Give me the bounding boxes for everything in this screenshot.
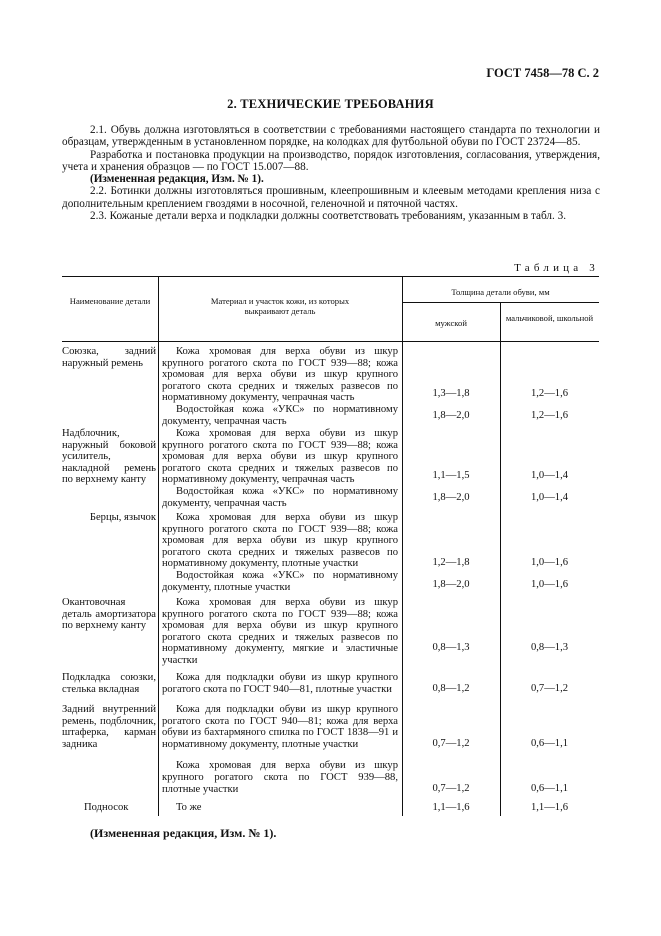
thickness-boys: 0,6—1,1 — [530, 783, 569, 794]
row-material: Кожа хромовая для верха обуви из шкур крупного рогатого скота по ГОСТ 939—88; кожа хромовая для верха обуви из шкур крупного рогатого скота средних и тяжелых развесов по нормативному документу, чепрачная часть Водостойкая кожа «УКС» по нормативному документу, чепрачная часть — [162, 428, 398, 509]
thickness-male: 1,8—2,0 — [432, 492, 470, 503]
paragraph-2-2: 2.2. Ботинки должны изготовляться прошивным, клеепрошивным и клеевым методами крепления низа с дополнительным креплением гвоздями в носочной, геленочной и пяточной частях. — [62, 185, 600, 210]
intro-text — [62, 124, 600, 222]
section-title: 2. ТЕХНИЧЕСКИЕ ТРЕБОВАНИЯ — [227, 97, 434, 111]
thickness-boys: 1,1—1,6 — [530, 802, 569, 813]
thickness-male: 1,2—1,8 — [432, 557, 470, 568]
table-top-rule — [62, 276, 599, 277]
thickness-male: 1,3—1,8 — [432, 388, 470, 399]
row-material: Кожа хромовая для верха обуви из шкур крупного рогатого скота по ГОСТ 939—88; кожа хромовая для верха обуви из шкур крупного рогатого скота средних и тяжелых развесов по нормативному документу, плотные участки Водостойкая кожа «УКС» по нормативному документу, плотные участки — [162, 512, 398, 593]
paragraph-2-1: 2.1. Обувь должна изготовляться в соответствии с требованиями настоящего стандарта по технологии и образцам, утвержденным в установленном порядке, на колодках для футбольной обуви по ГОСТ 23724—85. — [62, 124, 600, 149]
header-thickness: Толщина детали обуви, мм — [451, 287, 550, 297]
row-name: Берцы, язычок — [89, 512, 156, 523]
row-name: Надблочник, наружный боковой усилитель, накладной ремень по верхнему канту — [62, 428, 156, 486]
thickness-boys: 0,7—1,2 — [530, 683, 569, 694]
row-material: Кожа хромовая для верха обуви из шкур крупного рогатого скота по ГОСТ 939—88; кожа хромовая для верха обуви из шкур крупного рогатого скота средних и тяжелых развесов по нормативному документу, мягкие и эластичные участки — [162, 597, 398, 666]
amendment-note: (Измененная редакция, Изм. № 1). — [90, 173, 264, 186]
paragraph-2-3: 2.3. Кожаные детали верха и подкладки должны соответствовать требованиям, указанным в табл. 3. — [90, 210, 566, 223]
thickness-male: 1,8—2,0 — [432, 410, 470, 421]
thickness-male: 0,8—1,2 — [432, 683, 470, 694]
thickness-male: 0,7—1,2 — [432, 783, 470, 794]
col-rule-2 — [402, 276, 403, 816]
header-male: мужской — [435, 318, 467, 328]
paragraph-development: Разработка и постановка продукции на производство, порядок изготовления, согласования, утверждения, учета и хранения образцов — по ГОСТ 15.007—88. — [62, 148, 600, 173]
header-boys: мальчиковой, школьной — [505, 313, 594, 323]
header-name: Наименование детали — [69, 296, 151, 306]
header-bottom-rule — [62, 341, 599, 342]
thickness-boys: 1,2—1,6 — [530, 388, 569, 399]
row-material: Кожа для подкладки обуви из шкур крупного рогатого скота по ГОСТ 940—81; кожа для верха обуви из бахтармяного спилка по ГОСТ 1838—91 и нормативному документу, плотные участки Кожа хромовая для верха обуви из шкур крупного рогатого скота по ГОСТ 939—88, плотные участки — [162, 704, 398, 795]
header-material: Материал и участок кожи, из которых выкраивают деталь — [210, 296, 350, 316]
amendment-note-footer: (Измененная редакция, Изм. № 1). — [90, 826, 277, 840]
table-caption: Таблица 3 — [514, 262, 599, 274]
col-rule-1 — [158, 276, 159, 816]
thickness-male: 1,1—1,6 — [432, 802, 470, 813]
page-header: ГОСТ 7458—78 С. 2 — [486, 66, 599, 80]
thickness-boys: 1,2—1,6 — [530, 410, 569, 421]
table-3 — [62, 276, 599, 816]
thickness-boys: 1,0—1,6 — [530, 579, 569, 590]
row-material: Кожа хромовая для верха обуви из шкур крупного рогатого скота по ГОСТ 939—88; кожа хромовая для верха обуви из шкур крупного рогатого скота средних и тяжелых развесов по нормативному документу, чепрачная часть Водостойкая кожа «УКС» по нормативному документу, чепрачная часть — [162, 346, 398, 427]
row-material: Кожа для подкладки обуви из шкур крупного рогатого скота по ГОСТ 940—81, плотные участки — [162, 672, 398, 695]
thickness-male: 0,8—1,3 — [432, 642, 470, 653]
row-name: Союзка, задний наружный ремень — [62, 346, 156, 369]
thickness-boys: 1,0—1,4 — [530, 470, 569, 481]
row-name: Окантовочная деталь амортизатора по верхнему канту — [62, 597, 156, 632]
row-name: Подкладка союзки, стелька вкладная — [62, 672, 156, 695]
thickness-male: 0,7—1,2 — [432, 738, 470, 749]
thickness-male: 1,8—2,0 — [432, 579, 470, 590]
thickness-boys: 0,8—1,3 — [530, 642, 569, 653]
row-name: Задний внутренний ремень, подблочник, штаферка, карман задника — [62, 704, 156, 750]
thickness-boys: 0,6—1,1 — [530, 738, 569, 749]
row-name: Подносок — [84, 802, 129, 813]
thickness-boys: 1,0—1,4 — [530, 492, 569, 503]
row-material: То же — [176, 802, 202, 813]
thickness-male: 1,1—1,5 — [432, 470, 470, 481]
thickness-boys: 1,0—1,6 — [530, 557, 569, 568]
